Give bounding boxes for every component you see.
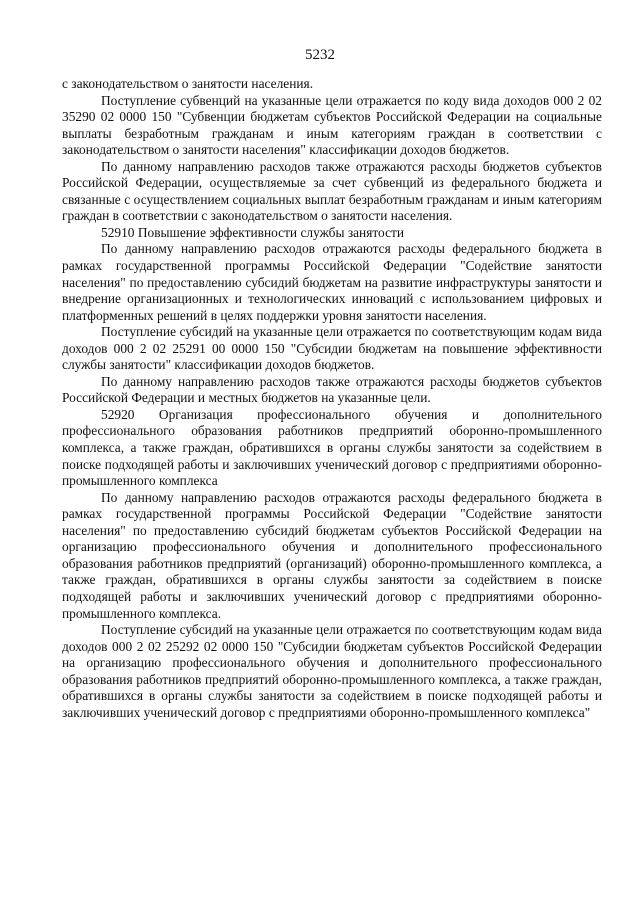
paragraph: По данному направлению расходов отражаются расходы федерального бюджета в рамках государственной программы Российской Федерации "Содействие занятости населения" по предоставлению субсидий бюджетам на развитие инфраструктуры занятости и внедрение организационных и технологических инноваций с использованием цифровых и платформенных решений в целях поддержки уровня занятости населения. xyxy=(62,241,602,323)
paragraph: Поступление субвенций на указанные цели отражается по коду вида доходов 000 2 02 35290 02 0000 150 "Субвенции бюджетам субъектов Российской Федерации на социальные выплаты безработным гражданам и иным категориям граждан в соответствии с законодательством о занятости населения" классификации доходов бюджетов. xyxy=(62,92,602,158)
document-body xyxy=(62,76,602,721)
section-heading: 52920 Организация профессионального обучения и дополнительного профессионального образования работников предприятий оборонно-промышленного комплекса, а также граждан, обратившихся в органы службы занятости за содействием в поиске подходящей работы и заключивших ученический договор с предприятиями оборонно-промышленного комплекса xyxy=(62,406,602,489)
paragraph: с законодательством о занятости населения. xyxy=(62,76,314,91)
page-number: 5232 xyxy=(305,47,335,63)
paragraph: Поступление субсидий на указанные цели отражается по соответствующим кодам вида доходов 000 2 02 25291 00 0000 150 "Субсидии бюджетам на повышение эффективности службы занятости" классификации доходов бюджетов. xyxy=(62,324,602,373)
paragraph: По данному направлению расходов отражаются расходы федерального бюджета в рамках государственной программы Российской Федерации "Содействие занятости населения" по предоставлению субсидий бюджетам субъектов Российской Федерации на организацию профессионального обучения и дополнительного профессионального образования работников предприятий (организаций) оборонно-промышленного комплекса, а также граждан, обратившихся в органы службы занятости за содействием в поиске подходящей работы и заключивших ученический договор с предприятиями оборонно-промышленного комплекса. xyxy=(62,489,602,621)
section-heading: 52910 Повышение эффективности службы занятости xyxy=(101,224,405,240)
paragraph: По данному направлению расходов также отражаются расходы бюджетов субъектов Российской Федерации, осуществляемые за счет субвенций из федерального бюджета и связанные с осуществлением социальных выплат безработным гражданам и иным категориям граждан в соответствии с законодательством о занятости населения. xyxy=(62,158,602,224)
paragraph: Поступление субсидий на указанные цели отражается по соответствующим кодам вида доходов 000 2 02 25292 02 0000 150 "Субсидии бюджетам субъектов Российской Федерации на организацию профессионального обучения и дополнительного профессионального образования работников предприятий оборонно-промышленного комплекса, а также граждан, обратившихся в органы службы занятости за содействием в поиске подходящей работы и заключивших ученический договор с предприятиями оборонно-промышленного комплекса" xyxy=(62,622,602,720)
paragraph: По данному направлению расходов также отражаются расходы бюджетов субъектов Российской Федерации и местных бюджетов на указанные цели. xyxy=(62,373,602,406)
